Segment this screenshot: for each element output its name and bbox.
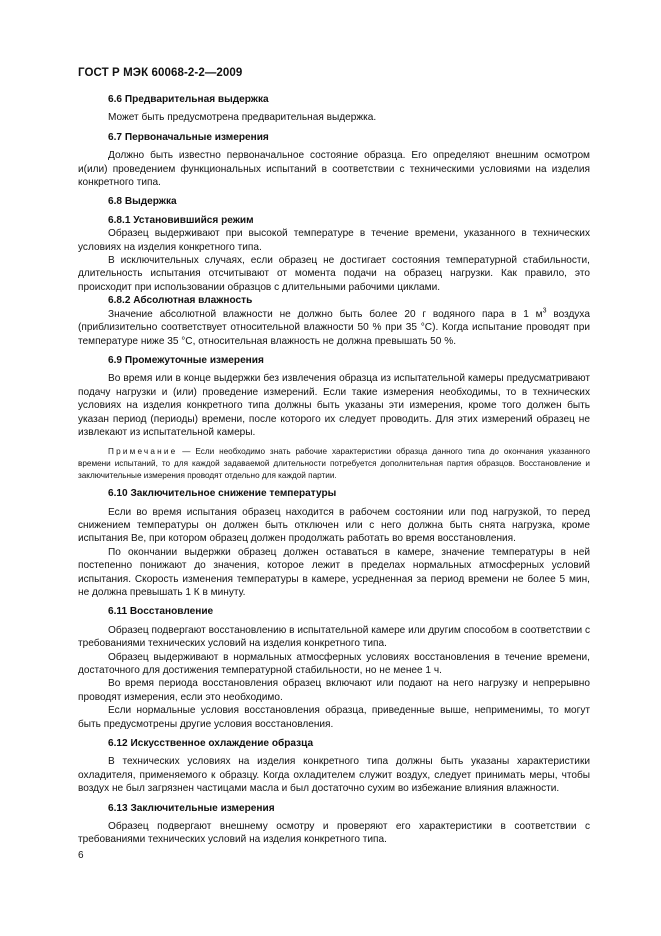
paragraph: Во время периода восстановления образец включают или подают на него нагрузку и непрерывно проводят измерения, если это необходимо. (78, 678, 590, 703)
note-label: Примечание (108, 447, 178, 457)
paragraph: В исключительных случаях, если образец не достигает состояния температурной стабильности, длительность испытания отсчитывают от момента подачи на образец нагрузки. Как правило, это происходит при использовании образцов с длительными рабочими циклами. (78, 255, 590, 293)
document-body (78, 93, 590, 847)
section-heading-6-12: 6.12 Искусственное охлаждение образца (108, 738, 314, 750)
paragraph: Должно быть известно первоначальное состояние образца. Его определяют внешним осмотром и(или) проведением функциональных испытаний в соответствии с техническими условиями на изделия конкретного типа. (78, 150, 590, 189)
paragraph: В технических условиях на изделия конкретного типа должны быть указаны характеристики охладителя, применяемого к образцу. Когда охладителем служит воздух, следует принимать меры, чтобы воздух не был загрязнен частицами масла и был достаточно сухим во избежание влияния влажности. (78, 756, 590, 795)
section-heading-6-11: 6.11 Восстановление (108, 606, 214, 618)
subsection-heading-6-8-2: 6.8.2 Абсолютная влажность (108, 295, 253, 307)
paragraph: Образец подвергают внешнему осмотру и проверяют его характеристики в соответствии с требованиями технических условий на изделия конкретного типа. (78, 821, 590, 846)
section-heading-6-7: 6.7 Первоначальные измерения (108, 131, 269, 143)
paragraph: Образец подвергают восстановлению в испытательной камере или другим способом в соответствии с требованиями технических условий на изделия конкретного типа. (78, 624, 590, 650)
superscript: 3 (542, 307, 547, 315)
section-heading-6-9: 6.9 Промежуточные измерения (108, 354, 264, 366)
paragraph: Во время или в конце выдержки без извлечения образца из испытательной камеры предусматривают подачу нагрузки и (или) проведение измерений. Если такие измерения необходимы, то в технических условиях на изделия конкретного типа должны быть указаны эти измерения, кроме того должен быть указан период (периоды) времени, после которого их следует проводить. Для этих измерений образец не извлекают из испытательной камеры. (78, 373, 590, 438)
paragraph: Если нормальные условия восстановления образца, приведенные выше, неприменимы, то могут быть предусмотрены другие условия восстановления. (78, 705, 590, 730)
document-header: ГОСТ Р МЭК 60068-2-2—2009 (78, 67, 243, 79)
section-heading-6-13: 6.13 Заключительные измерения (108, 802, 275, 814)
text-run: воздуха (приблизительно соответствует относительной влажности 50 % при 35 °С). Когда испытание проводят при температуре ниже 35 °С, относительная влажность не должна превышать 50 %. (78, 308, 590, 347)
paragraph: Может быть предусмотрена предварительная выдержка. (108, 112, 377, 124)
page-number: 6 (78, 850, 84, 861)
paragraph: Если во время испытания образец находится в рабочем состоянии или под нагрузкой, то перед снижением температуры он должен быть отключен или с него должна быть снята нагрузка, кроме испытания Ве, при котором образец должен продолжать работать во время восстановления. (78, 506, 590, 545)
text-run: Значение абсолютной влажности не должно быть более 20 г водяного пара в 1 м (108, 308, 543, 320)
section-heading-6-6: 6.6 Предварительная выдержка (108, 94, 269, 105)
subsection-heading-6-8-1: 6.8.1 Установившийся режим (108, 214, 254, 226)
note-text: — Если необходимо знать рабочие характеристики образца данного типа до окончания указанного времени испытаний, то для каждой задаваемой длительности потребуется дополнительная партия образцов. Восстановление и заключительные измерения проводят отдельно для каждой партии. (78, 447, 590, 480)
section-heading-6-10: 6.10 Заключительное снижение температуры (108, 488, 337, 500)
paragraph: Образец выдерживают при высокой температуре в течение времени, указанного в технических условиях на изделия конкретного типа. (78, 228, 590, 253)
paragraph: По окончании выдержки образец должен оставаться в камере, значение температуры в ней постепенно понижают до значения, которое лежит в пределах нормальных атмосферных условий испытания. Скорость изменения температуры в камере, усредненная за период времени не более 5 мин, не должна превышать 1 К в минуту. (78, 546, 590, 598)
section-heading-6-8: 6.8 Выдержка (108, 196, 177, 208)
paragraph (78, 308, 590, 348)
note (78, 446, 590, 481)
paragraph: Образец выдерживают в нормальных атмосферных условиях восстановления в течение времени, достаточного для достижения температурной стабильности, но не менее 1 ч. (78, 651, 590, 676)
